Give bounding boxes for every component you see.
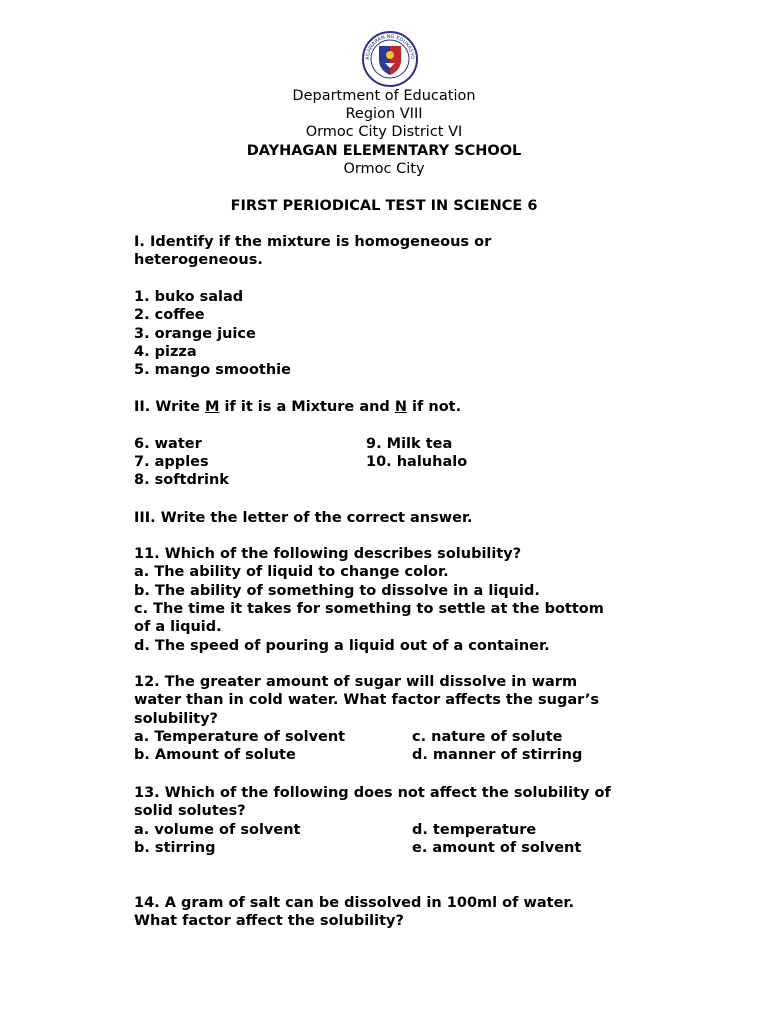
q12-question-line1: 12. The greater amount of sugar will dissolve in warm xyxy=(134,674,578,690)
q12-choice-d: d. manner of stirring xyxy=(412,747,583,763)
part2-item: 10. haluhalo xyxy=(366,454,468,470)
part2-instruction: II. Write M if it is a Mixture and N if not. xyxy=(134,399,462,415)
q13-choice-e: e. amount of solvent xyxy=(412,840,582,856)
department-line: Department of Education xyxy=(292,88,476,104)
svg-text:KAGAWARAN NG EDUKASYON: AGAWARAN NG EDUKASYO xyxy=(364,33,416,61)
part3-instruction: III. Write the letter of the correct answer. xyxy=(134,510,473,526)
q11-choice-d: d. The speed of pouring a liquid out of a container. xyxy=(134,638,550,654)
region-line: Region VIII xyxy=(345,106,423,122)
q13-choice-b: b. stirring xyxy=(134,840,216,856)
q13-question-line1: 13. Which of the following does not affect the solubility of xyxy=(134,785,611,801)
q11-choice-c-cont: of a liquid. xyxy=(134,619,222,635)
school-name: DAYHAGAN ELEMENTARY SCHOOL xyxy=(246,143,522,159)
q12-question-line2: water than in cold water. What factor affects the sugar’s xyxy=(134,692,600,708)
q11-question: 11. Which of the following describes solubility? xyxy=(134,546,522,562)
district-line: Ormoc City District VI xyxy=(305,124,463,140)
part2-item: 8. softdrink xyxy=(134,472,229,488)
q12-choice-c: c. nature of solute xyxy=(412,729,563,745)
q14-question-line1: 14. A gram of salt can be dissolved in 100ml of water. xyxy=(134,895,575,911)
q11-choice-b: b. The ability of something to dissolve in a liquid. xyxy=(134,583,540,599)
q12-choice-a: a. Temperature of solvent xyxy=(134,729,346,745)
part1-item: 1. buko salad xyxy=(134,289,244,305)
q11-choice-a: a. The ability of liquid to change color. xyxy=(134,564,449,580)
q14-question-line2: What factor affect the solubility? xyxy=(134,913,404,929)
part1-item: 5. mango smoothie xyxy=(134,362,291,378)
part1-item: 4. pizza xyxy=(134,344,197,360)
q11-choice-c: c. The time it takes for something to settle at the bottom xyxy=(134,601,604,617)
deped-seal-icon xyxy=(361,30,419,88)
city-line: Ormoc City xyxy=(343,161,425,177)
q12-question-line3: solubility? xyxy=(134,711,218,727)
part2-item: 9. Milk tea xyxy=(366,436,453,452)
q13-question-line2: solid solutes? xyxy=(134,803,246,819)
q13-choice-a: a. volume of solvent xyxy=(134,822,301,838)
part1-instruction-line2: heterogeneous. xyxy=(134,252,263,268)
q13-choice-d: d. temperature xyxy=(412,822,537,838)
test-title: FIRST PERIODICAL TEST IN SCIENCE 6 xyxy=(230,198,538,214)
part2-item: 7. apples xyxy=(134,454,209,470)
part1-item: 3. orange juice xyxy=(134,326,256,342)
q12-choice-b: b. Amount of solute xyxy=(134,747,296,763)
part2-item: 6. water xyxy=(134,436,202,452)
part1-instruction-line1: I. Identify if the mixture is homogeneous or xyxy=(134,234,492,250)
part1-item: 2. coffee xyxy=(134,307,205,323)
